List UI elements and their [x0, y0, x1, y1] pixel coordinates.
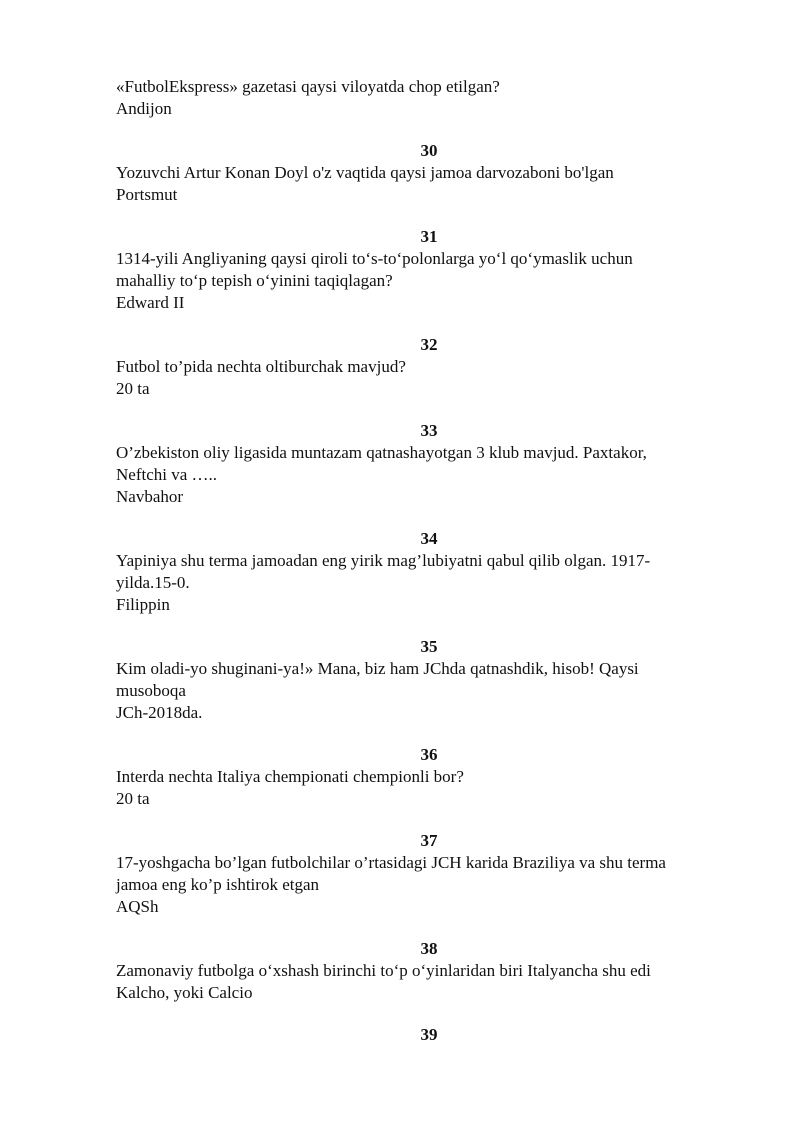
- question-text: mahalliy to‘p tepish o‘yinini taqiqlagan?: [116, 271, 393, 290]
- answer-text: Edward II: [116, 293, 185, 312]
- question-text: «FutbolEkspress» gazetasi qaysi viloyatda chop etilgan?: [116, 77, 500, 96]
- answer-text: 20 ta: [116, 379, 150, 398]
- question-number: 35: [420, 637, 438, 656]
- answer-text: JCh-2018da.: [116, 703, 203, 722]
- question-text: O’zbekiston oliy ligasida muntazam qatnashayotgan 3 klub mavjud. Paxtakor,: [116, 443, 647, 462]
- question-number: 38: [420, 939, 438, 958]
- question-block: [116, 528, 736, 616]
- intro-block: [116, 76, 736, 120]
- answer-text: Andijon: [116, 99, 172, 118]
- answer-text: Navbahor: [116, 487, 184, 506]
- answer-text: 20 ta: [116, 789, 150, 808]
- question-text: musoboqa: [116, 681, 186, 700]
- question-text: Interda nechta Italiya chempionati chempionli bor?: [116, 767, 464, 786]
- question-block: [116, 334, 736, 400]
- question-block: [116, 938, 736, 1004]
- question-number: 30: [420, 141, 438, 160]
- answer-text: Filippin: [116, 595, 170, 614]
- question-text: Futbol to’pida nechta oltiburchak mavjud?: [116, 357, 406, 376]
- question-text: jamoa eng ko’p ishtirok etgan: [116, 875, 320, 894]
- answer-text: AQSh: [116, 897, 159, 916]
- question-block: [116, 226, 736, 314]
- question-block: [116, 420, 736, 508]
- question-number: 32: [420, 335, 438, 354]
- question-block: [116, 744, 736, 810]
- question-text: 1314-yili Angliyaning qaysi qiroli to‘s-to‘polonlarga yo‘l qo‘ymaslik uchun: [116, 249, 633, 268]
- question-block: [116, 140, 736, 206]
- answer-text: Kalcho, yoki Calcio: [116, 983, 253, 1002]
- question-number: 34: [420, 529, 438, 548]
- question-text: Neftchi va …..: [116, 465, 218, 484]
- document-page: [116, 76, 736, 1046]
- question-number: 37: [420, 831, 438, 850]
- question-block: [116, 1024, 736, 1046]
- question-number: 36: [420, 745, 438, 764]
- question-block: [116, 636, 736, 724]
- question-text: Zamonaviy futbolga o‘xshash birinchi to‘p o‘yinlaridan biri Italyancha shu edi: [116, 961, 651, 980]
- question-text: Yozuvchi Artur Konan Doyl o'z vaqtida qaysi jamoa darvozaboni bo'lgan: [116, 163, 614, 182]
- question-text: 17-yoshgacha bo’lgan futbolchilar o’rtasidagi JCH karida Braziliya va shu terma: [116, 853, 666, 872]
- question-block: [116, 830, 736, 918]
- question-text: yilda.15-0.: [116, 573, 190, 592]
- question-number: 39: [420, 1025, 438, 1044]
- question-text: Yapiniya shu terma jamoadan eng yirik mag’lubiyatni qabul qilib olgan. 1917-: [116, 551, 651, 570]
- question-number: 33: [420, 421, 438, 440]
- question-number: 31: [420, 227, 438, 246]
- answer-text: Portsmut: [116, 185, 178, 204]
- question-text: Kim oladi-yo shuginani-ya!» Mana, biz ham JChda qatnashdik, hisob! Qaysi: [116, 659, 639, 678]
